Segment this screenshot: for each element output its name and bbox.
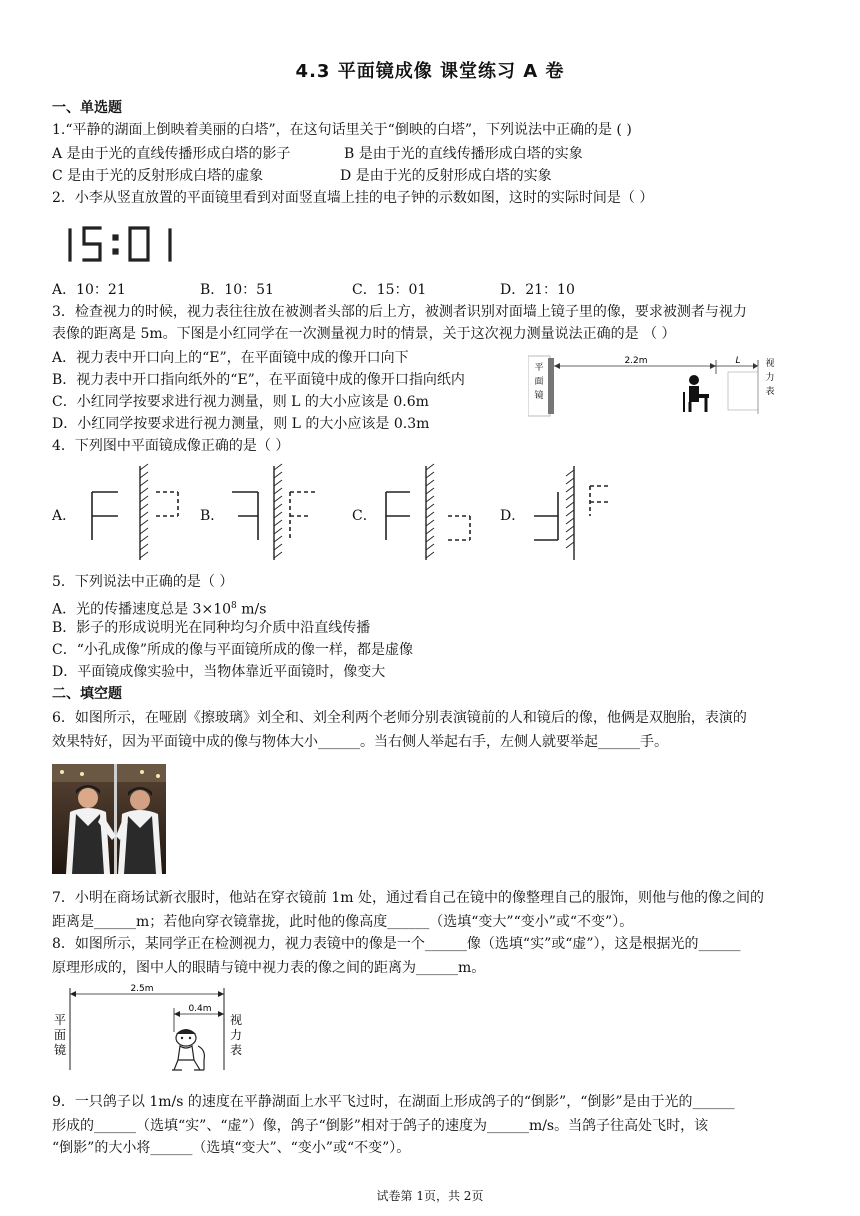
q5-option-a <box>52 596 266 620</box>
q7-line1: 7．小明在商场试新衣服时，他站在穿衣镜前 1m 处，通过看自己在镜中的像整理自己的服饰，则他与他的像之间的 <box>52 890 764 906</box>
q7-line2: 距离是______m；若他向穿衣镜靠拢，此时他的像高度______（选填“变大”“变小”或“不变”）。 <box>52 914 634 930</box>
page-title: 4.3 平面镜成像 课堂练习 A 卷 <box>295 61 565 82</box>
q8-mirror-char-3: 镜 <box>53 1043 67 1057</box>
q4-figure-a <box>88 462 188 562</box>
q8-chart-char-2: 力 <box>229 1028 243 1042</box>
q5-option-d: D．平面镜成像实验中，当物体靠近平面镜时，像变大 <box>52 664 386 680</box>
q8-mirror-char-2: 面 <box>53 1028 67 1042</box>
q9-line3: “倒影”的大小将______（选填“变大”、“变小”或“不变”）。 <box>52 1140 411 1156</box>
mime-performance-photo <box>52 764 166 874</box>
q1-option-a: A 是由于光的直线传播形成白塔的影子 <box>52 146 291 162</box>
q4-figure-d <box>530 462 630 562</box>
q3-stem-line1: 3．检查视力的时候，视力表往往放在被测者头部的后上方，被测者识别对面墙上镜子里的像，要求被测者与视力 <box>52 304 747 320</box>
q4-option-c-label: C． <box>352 508 377 524</box>
q3-chart-char-1: 视 <box>765 359 775 369</box>
q1-option-c: C 是由于光的反射形成白塔的虚象 <box>52 168 264 184</box>
page-footer: 试卷第 1页，共 2页 <box>376 1189 484 1203</box>
q2-option-d: D．21：10 <box>500 282 575 298</box>
q3-chart-char-3: 表 <box>765 387 775 397</box>
q8-chart-char-1: 视 <box>229 1013 243 1027</box>
q3-stem-line2: 表像的距离是 5m。下图是小红同学在一次测量视力时的情景，关于这次视力测量说法正确的是 （ ） <box>52 326 676 342</box>
q4-stem: 4．下列图中平面镜成像正确的是（ ） <box>52 438 290 454</box>
q5-option-a-unit: m/s <box>236 601 267 618</box>
q1-option-b: B 是由于光的直线传播形成白塔的实象 <box>344 146 583 162</box>
q8-part-distance-label: 0.4m <box>188 1004 212 1014</box>
q8-line1: 8．如图所示，某同学正在检测视力，视力表镜中的像是一个______像（选填“实”或“虚”），这是根据光的______ <box>52 936 741 952</box>
q1-option-d: D 是由于光的反射形成白塔的实象 <box>340 168 552 184</box>
q5-option-a-exponent: 8 <box>231 601 237 611</box>
section-fill-blank: 二、填空题 <box>52 686 122 702</box>
q4-figure-c <box>382 462 482 562</box>
q3-chart-char-2: 力 <box>765 373 775 383</box>
q5-option-a-main: A．光的传播速度总是 3×10 <box>52 601 232 618</box>
q8-mirror-char-1: 平 <box>53 1013 67 1027</box>
eye-test-figure-q3 <box>528 354 790 426</box>
q3-mirror-char-1: 平 <box>534 363 544 373</box>
q4-figure-b <box>228 462 328 562</box>
section-single-choice: 一、单选题 <box>52 100 122 116</box>
q2-option-a: A．10：21 <box>52 282 126 298</box>
q4-option-b-label: B． <box>200 508 225 524</box>
q5-option-c: C．“小孔成像”所成的像与平面镜所成的像一样，都是虚像 <box>52 642 414 658</box>
q1-stem: 1.“平静的湖面上倒映着美丽的白塔”，在这句话里关于“倒映的白塔”，下列说法中正确的是 ( ) <box>52 122 632 138</box>
q9-line1: 9．一只鸽子以 1m/s 的速度在平静湖面上水平飞过时，在湖面上形成鸽子的“倒影”，“倒影”是由于光的______ <box>52 1094 735 1110</box>
q3-option-b: B．视力表中开口指向纸外的“E”，在平面镜中成的像开口指向纸内 <box>52 372 465 388</box>
q3-option-a: A．视力表中开口向上的“E”，在平面镜中成的像开口向下 <box>52 350 409 366</box>
q9-line2: 形成的______（选填“实”、“虚”）像，鸽子“倒影”相对于鸽子的速度为______m/s。当鸽子往高处飞时，该 <box>52 1118 709 1134</box>
q4-option-a-label: A． <box>52 508 77 524</box>
q3-distance-label: 2.2m <box>624 356 648 366</box>
q5-option-b: B．影子的形成说明光在同种均匀介质中沿直线传播 <box>52 620 371 636</box>
q2-option-b: B．10：51 <box>200 282 274 298</box>
q5-stem: 5．下列说法中正确的是（ ） <box>52 574 234 590</box>
q3-L-label: L <box>735 356 741 366</box>
q4-option-d-label: D． <box>500 508 526 524</box>
q8-chart-char-3: 表 <box>229 1043 243 1057</box>
q3-mirror-char-2: 面 <box>534 377 544 387</box>
digital-clock-figure <box>52 222 182 266</box>
eye-test-figure-q8 <box>52 980 252 1080</box>
q3-option-d: D．小红同学按要求进行视力测量，则 L 的大小应该是 0.3m <box>52 416 430 432</box>
q8-total-distance-label: 2.5m <box>130 984 154 994</box>
q8-line2: 原理形成的，图中人的眼睛与镜中视力表的像之间的距离为______m。 <box>52 960 486 976</box>
q2-stem: 2．小李从竖直放置的平面镜里看到对面竖直墙上挂的电子钟的示数如图，这时的实际时间是（ ） <box>52 190 654 206</box>
q6-line1: 6．如图所示，在哑剧《擦玻璃》刘全和、刘全利两个老师分别表演镜前的人和镜后的像，他俩是双胞胎，表演的 <box>52 710 747 726</box>
q3-option-c: C．小红同学按要求进行视力测量，则 L 的大小应该是 0.6m <box>52 394 429 410</box>
q3-mirror-char-3: 镜 <box>534 391 544 401</box>
q2-option-c: C．15：01 <box>352 282 427 298</box>
q6-line2: 效果特好，因为平面镜中成的像与物体大小______。当右侧人举起右手，左侧人就要举起______手。 <box>52 734 668 750</box>
